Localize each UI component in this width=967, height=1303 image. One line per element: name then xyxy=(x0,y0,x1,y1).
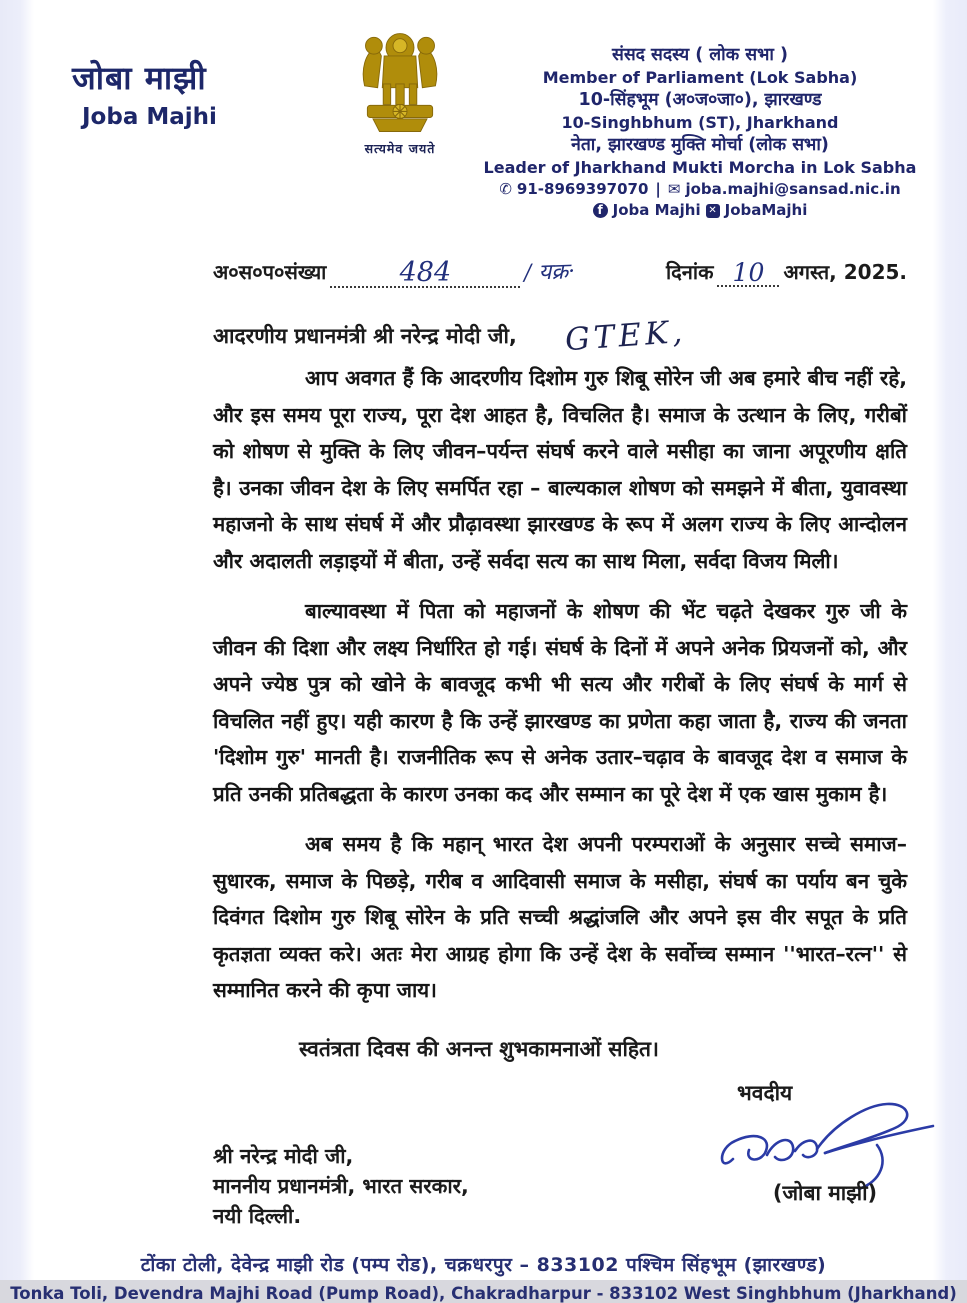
facebook-handle: Joba Majhi xyxy=(612,201,701,219)
sender-name-block xyxy=(72,42,297,130)
salutation-text: आदरणीय प्रधानमंत्री श्री नरेन्द्र मोदी जी, xyxy=(213,324,517,348)
x-icon: ✕ xyxy=(706,204,720,218)
ashoka-emblem-icon xyxy=(348,28,452,138)
date-day-handwritten: 10 xyxy=(732,258,765,287)
letter-body xyxy=(213,313,907,1063)
addressee-name: श्री नरेन्द्र मोदी जी, xyxy=(213,1143,354,1168)
valediction: भवदीय xyxy=(737,1080,793,1105)
bottom-row xyxy=(213,1079,939,1231)
reference-label: अ०स०प०संख्या xyxy=(213,260,327,284)
phone-number: 91-8969397070 xyxy=(516,180,649,198)
designation-hindi: संसद सदस्य ( लोक सभा ) xyxy=(612,45,788,65)
constituency-hindi: 10-सिंहभूम (अ०ज०जा०), झारखण्ड xyxy=(578,90,822,110)
closing-line: स्वतंत्रता दिवस की अनन्त शुभकामनाओं सहित। xyxy=(299,1036,659,1061)
contact-separator: | xyxy=(655,180,661,198)
facebook-icon: f xyxy=(593,203,608,218)
paragraph-2: बाल्यावस्था में पिता को महाजनों के शोषण की भेंट चढ़ते देखकर गुरु जी के जीवन की दिशा और लक्ष्य निर्धारित हो गई। संघर्ष के दिनों में अपने अनेक प्रियजनों को, और अपने ज्येष्ठ पुत्र को खोने के बावजूद कभी भी सत्य और गरीबों के लिए संघर्ष के मार्ग से विचलित नहीं हुए। यही कारण है कि उन्हें झारखण्ड का प्रणेता कहा जाता है, राज्य की जनता 'दिशोम गुरु' मानती है। राजनीतिक रूप से अनेक उतार–चढ़ाव के बावजूद देश व समाज के प्रति उनकी प्रतिबद्धता के कारण उनका कद और सम्मान का पूरे देश में एक खास मुकाम है। xyxy=(213,599,907,806)
handwritten-annotation: GTEK, xyxy=(563,313,688,359)
envelope-icon: ✉ xyxy=(667,180,681,198)
letterhead xyxy=(0,0,967,221)
date-group xyxy=(666,256,907,287)
addressee-block xyxy=(213,1141,469,1231)
footer-address xyxy=(0,1251,967,1303)
phone-icon: ✆ xyxy=(499,180,512,198)
emblem-motto: सत्यमेव जयते xyxy=(364,141,436,156)
date-day-line xyxy=(717,256,779,287)
designation-english: Member of Parliament (Lok Sabha) xyxy=(542,68,858,87)
reference-row xyxy=(213,255,907,288)
email-address: joba.majhi@sansad.nic.in xyxy=(685,180,901,198)
sender-name-english: Joba Majhi xyxy=(82,104,217,130)
reference-number-handwritten: 484 xyxy=(399,257,452,288)
reference-number-group xyxy=(213,255,575,288)
constituency-english: 10-Singhbhum (ST), Jharkhand xyxy=(561,113,839,132)
signer-name: (जोबा माझी) xyxy=(772,1180,878,1205)
footer-address-hindi: टोंका टोली, देवेन्द्र माझी रोड (पम्प रोड), चक्रधरपुर – 833102 पश्चिम सिंहभूम (झारखण्ड) xyxy=(140,1253,827,1276)
paragraph-3: अब समय है कि महान् भारत देश अपनी परम्पराओं के अनुसार सच्चे समाज–सुधारक, समाज के पिछड़े, गरीब व आदिवासी समाज के मसीहा, संघर्ष का पर्याय बन चुके दिवंगत दिशोम गुरु शिबू सोरेन के प्रति सच्ची श्रद्धांजलि और अपने इस वीर सपूत के प्रति कृतज्ञता व्यक्त करे। अतः मेरा आग्रह होगा कि उन्हें देश के सर्वोच्च सम्मान ''भारत–रत्न'' से सम्मानित करने की कृपा जाय। xyxy=(213,832,907,1002)
contact-line xyxy=(475,179,925,200)
addressee-city: नयी दिल्ली. xyxy=(213,1203,302,1228)
sender-name-hindi: जोबा माझी xyxy=(72,59,207,97)
party-role-english: Leader of Jharkhand Mukti Morcha in Lok Sabha xyxy=(483,158,917,177)
footer-address-english: Tonka Toli, Devendra Majhi Road (Pump Road), Chakradharpur - 833102 West Singhbhum (Jharkhand) xyxy=(10,1283,957,1303)
salutation-row xyxy=(213,313,907,359)
x-handle: JobaMajhi xyxy=(724,201,808,219)
signoff-block xyxy=(711,1079,939,1207)
party-role-hindi: नेता, झारखण्ड मुक्ति मोर्चा (लोक सभा) xyxy=(571,135,829,155)
date-month-year: अगस्त, 2025. xyxy=(783,260,907,284)
national-emblem-block xyxy=(325,28,475,157)
reference-number-line xyxy=(330,255,520,288)
paragraph-1: आप अवगत हैं कि आदरणीय दिशोम गुरु शिबू सोरेन जी अब हमारे बीच नहीं रहे, और इस समय पूरा राज्य, पूरा देश आहत है, विचलित है। समाज के उत्थान के लिए, गरीबों को शोषण से मुक्ति के लिए जीवन–पर्यन्त संघर्ष करने वाले मसीहा का जाना अपूरणीय क्षति है। उनका जीवन देश के लिए समर्पित रहा – बाल्यकाल शोषण को समझने में बीता, युवावस्था महाजनो के साथ संघर्ष में और प्रौढ़ावस्था झारखण्ड के रूप में अलग राज्य के लिए आन्दोलन और अदालती लड़ाइयों में बीता, उन्हें सर्वदा सत्य का साथ मिला, सर्वदा विजय मिली। xyxy=(213,366,907,573)
social-line xyxy=(475,200,925,221)
addressee-title: माननीय प्रधानमंत्री, भारत सरकार, xyxy=(213,1173,469,1198)
date-label: दिनांक xyxy=(666,260,714,284)
reference-suffix-handwritten: / यक्र· xyxy=(524,259,576,286)
letterhead-designation-block xyxy=(475,42,925,221)
